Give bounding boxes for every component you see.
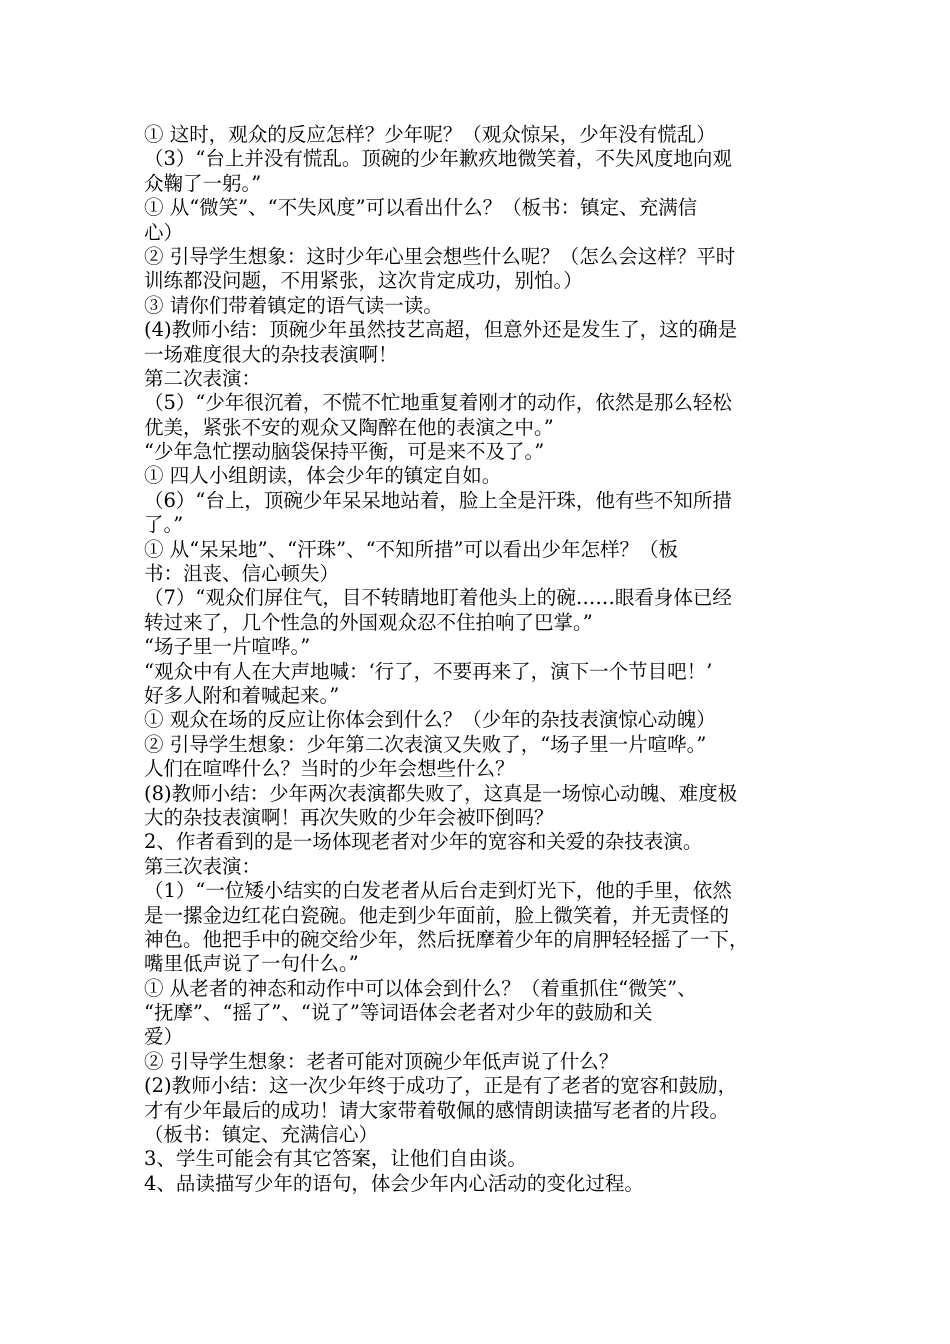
text-line: ① 从“微笑”、“不失风度”可以看出什么？（板书：镇定、充满信 xyxy=(144,196,698,220)
text-line: “场子里一片喧哗。” xyxy=(144,635,311,659)
text-line: ② 引导学生想象：这时少年心里会想些什么呢？（怎么会这样？平时 xyxy=(144,244,736,268)
text-line: 一场难度很大的杂技表演啊！ xyxy=(144,342,398,366)
text-line: ① 从老者的神态和动作中可以体会到什么？（着重抓住“微笑”、 xyxy=(144,976,697,1000)
text-line: 爱） xyxy=(144,1025,184,1049)
text-line: 训练都没问题，不用紧张，这次肯定成功，别怕。） xyxy=(144,269,583,293)
text-line: ② 引导学生想象：老者可能对顶碗少年低声说了什么？ xyxy=(144,1049,619,1073)
text-line: 人们在喧哗什么？当时的少年会想些什么？ xyxy=(144,757,515,781)
text-line: 是一摞金边红花白瓷碗。他走到少年面前，脸上微笑着，并无责怪的 xyxy=(144,903,730,927)
text-line: 大的杂技表演啊！再次失败的少年会被吓倒吗？ xyxy=(144,805,554,829)
text-line: (2)教师小结：这一次少年终于成功了，正是有了老者的宽容和鼓励， xyxy=(144,1074,738,1098)
text-line: ③ 请你们带着镇定的语气读一读。 xyxy=(144,293,443,317)
text-line: (4)教师小结：顶碗少年虽然技艺高超，但意外还是发生了，这的确是 xyxy=(144,318,738,342)
text-line: （6）“台上，顶碗少年呆呆地站着，脸上全是汗珠，他有些不知所措 xyxy=(144,488,732,512)
text-line: 2、作者看到的是一场体现老者对少年的宽容和关爱的杂技表演。 xyxy=(144,830,703,854)
text-line: “观众中有人在大声地喊：‘行了，不要再来了，演下一个节目吧！’ xyxy=(144,659,713,683)
text-line: 优美，紧张不安的观众又陶醉在他的表演之中。” xyxy=(144,415,554,439)
text-line: 嘴里低声说了一句什么。” xyxy=(144,952,359,976)
text-line: 4、品读描写少年的语句，体会少年内心活动的变化过程。 xyxy=(144,1171,644,1195)
text-line: （5）“少年很沉着，不慌不忙地重复着刚才的动作，依然是那么轻松 xyxy=(144,391,732,415)
text-line: 转过来了，几个性急的外国观众忍不住拍响了巴掌。” xyxy=(144,610,593,634)
text-line: 3、学生可能会有其它答案，让他们自由谈。 xyxy=(144,1147,527,1171)
text-line: ① 四人小组朗读，体会少年的镇定自如。 xyxy=(144,464,502,488)
text-line: “少年急忙摆动脑袋保持平衡，可是来不及了。” xyxy=(144,440,545,464)
text-line: 了。” xyxy=(144,513,184,537)
text-line: （板书：镇定、充满信心） xyxy=(144,1123,379,1147)
text-line: 神色。他把手中的碗交给少年，然后抚摩着少年的肩胛轻轻摇了一下， xyxy=(144,927,749,951)
text-line: （7）“观众们屏住气，目不转睛地盯着他头上的碗……眼看身体已经 xyxy=(144,586,732,610)
document-body xyxy=(144,123,824,1196)
text-line: ① 从“呆呆地”、“汗珠”、“不知所措”可以看出少年怎样？（板 xyxy=(144,537,679,561)
text-line: ① 观众在场的反应让你体会到什么？（少年的杂技表演惊心动魄） xyxy=(144,708,716,732)
text-line: 众鞠了一躬。” xyxy=(144,171,262,195)
text-line: ① 这时，观众的反应怎样？少年呢？（观众惊呆，少年没有慌乱） xyxy=(144,123,716,146)
text-line: 才有少年最后的成功！请大家带着敬佩的感情朗读描写老者的片段。 xyxy=(144,1098,730,1122)
text-line: 心） xyxy=(144,220,184,244)
text-line: 好多人附和着喊起来。” xyxy=(144,683,340,707)
text-line: “抚摩”、“摇了”、“说了”等词语体会老者对少年的鼓励和关 xyxy=(144,1001,653,1025)
text-line: (8)教师小结：少年两次表演都失败了，这真是一场惊心动魄、难度极 xyxy=(144,781,738,805)
text-line: 第二次表演： xyxy=(144,366,262,390)
text-line: 第三次表演： xyxy=(144,854,262,878)
text-line: （3）“台上并没有慌乱。顶碗的少年歉疚地微笑着，不失风度地向观 xyxy=(144,147,732,171)
text-line: 书：沮丧、信心顿失） xyxy=(144,562,340,586)
text-line: ② 引导学生想象：少年第二次表演又失败了，“场子里一片喧哗。” xyxy=(144,732,707,756)
text-line: （1）“一位矮小结实的白发老者从后台走到灯光下，他的手里，依然 xyxy=(144,879,732,903)
